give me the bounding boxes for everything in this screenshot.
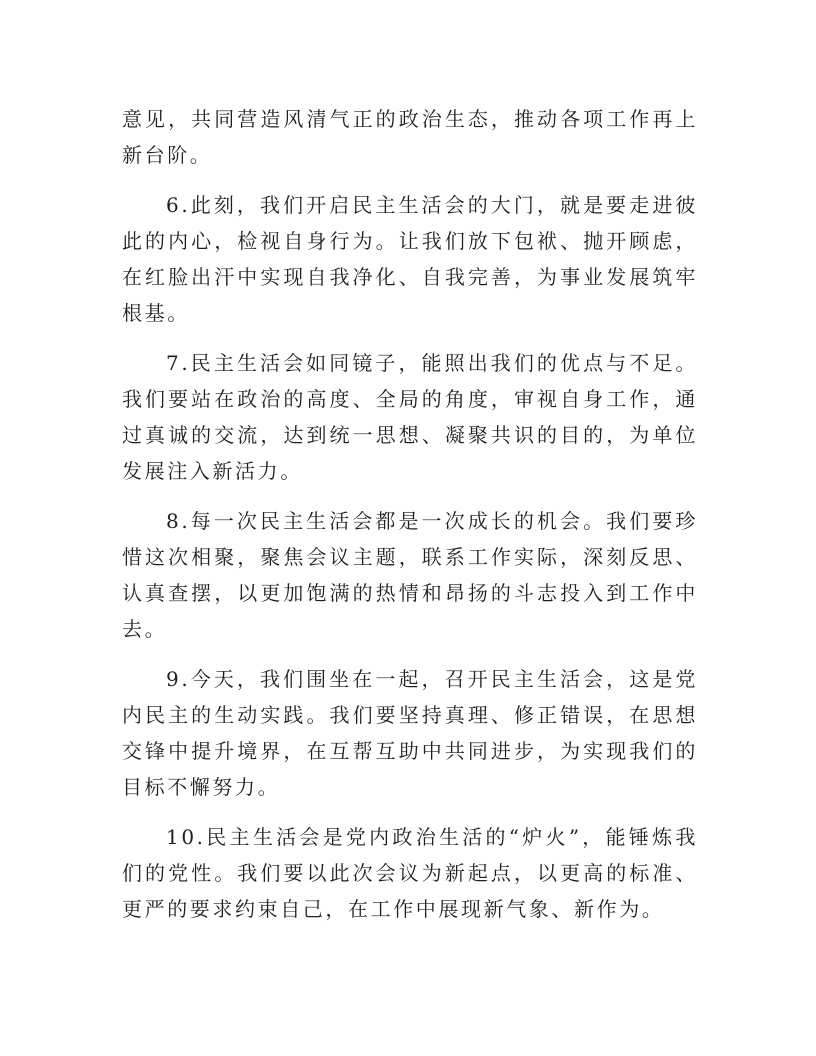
- paragraph-10: 10.民主生活会是党内政治生活的“炉火”，能锤炼我们的党性。我们要以此次会议为新起点，以更高的标准、更严的要求约束自己，在工作中展现新气象、新作为。: [122, 825, 698, 921]
- paragraph-continuation: 意见，共同营造风清气正的政治生态，推动各项工作再上新台阶。: [122, 107, 698, 167]
- paragraph-9: 9.今天，我们围坐在一起，召开民主生活会，这是党内民主的生动实践。我们要坚持真理、修正错误，在思想交锋中提升境界，在互帮互助中共同进步，为实现我们的目标不懈努力。: [122, 667, 698, 799]
- document-body: [122, 101, 698, 941]
- paragraph-8: 8.每一次民主生活会都是一次成长的机会。我们要珍惜这次相聚，聚焦会议主题，联系工作实际，深刻反思、认真查摆，以更加饱满的热情和昂扬的斗志投入到工作中去。: [122, 509, 698, 641]
- paragraph-7: 7.民主生活会如同镜子，能照出我们的优点与不足。我们要站在政治的高度、全局的角度，审视自身工作，通过真诚的交流，达到统一思想、凝聚共识的目的，为单位发展注入新活力。: [122, 351, 698, 483]
- paragraph-6: 6.此刻，我们开启民主生活会的大门，就是要走进彼此的内心，检视自身行为。让我们放下包袱、抛开顾虑，在红脸出汗中实现自我净化、自我完善，为事业发展筑牢根基。: [122, 193, 698, 325]
